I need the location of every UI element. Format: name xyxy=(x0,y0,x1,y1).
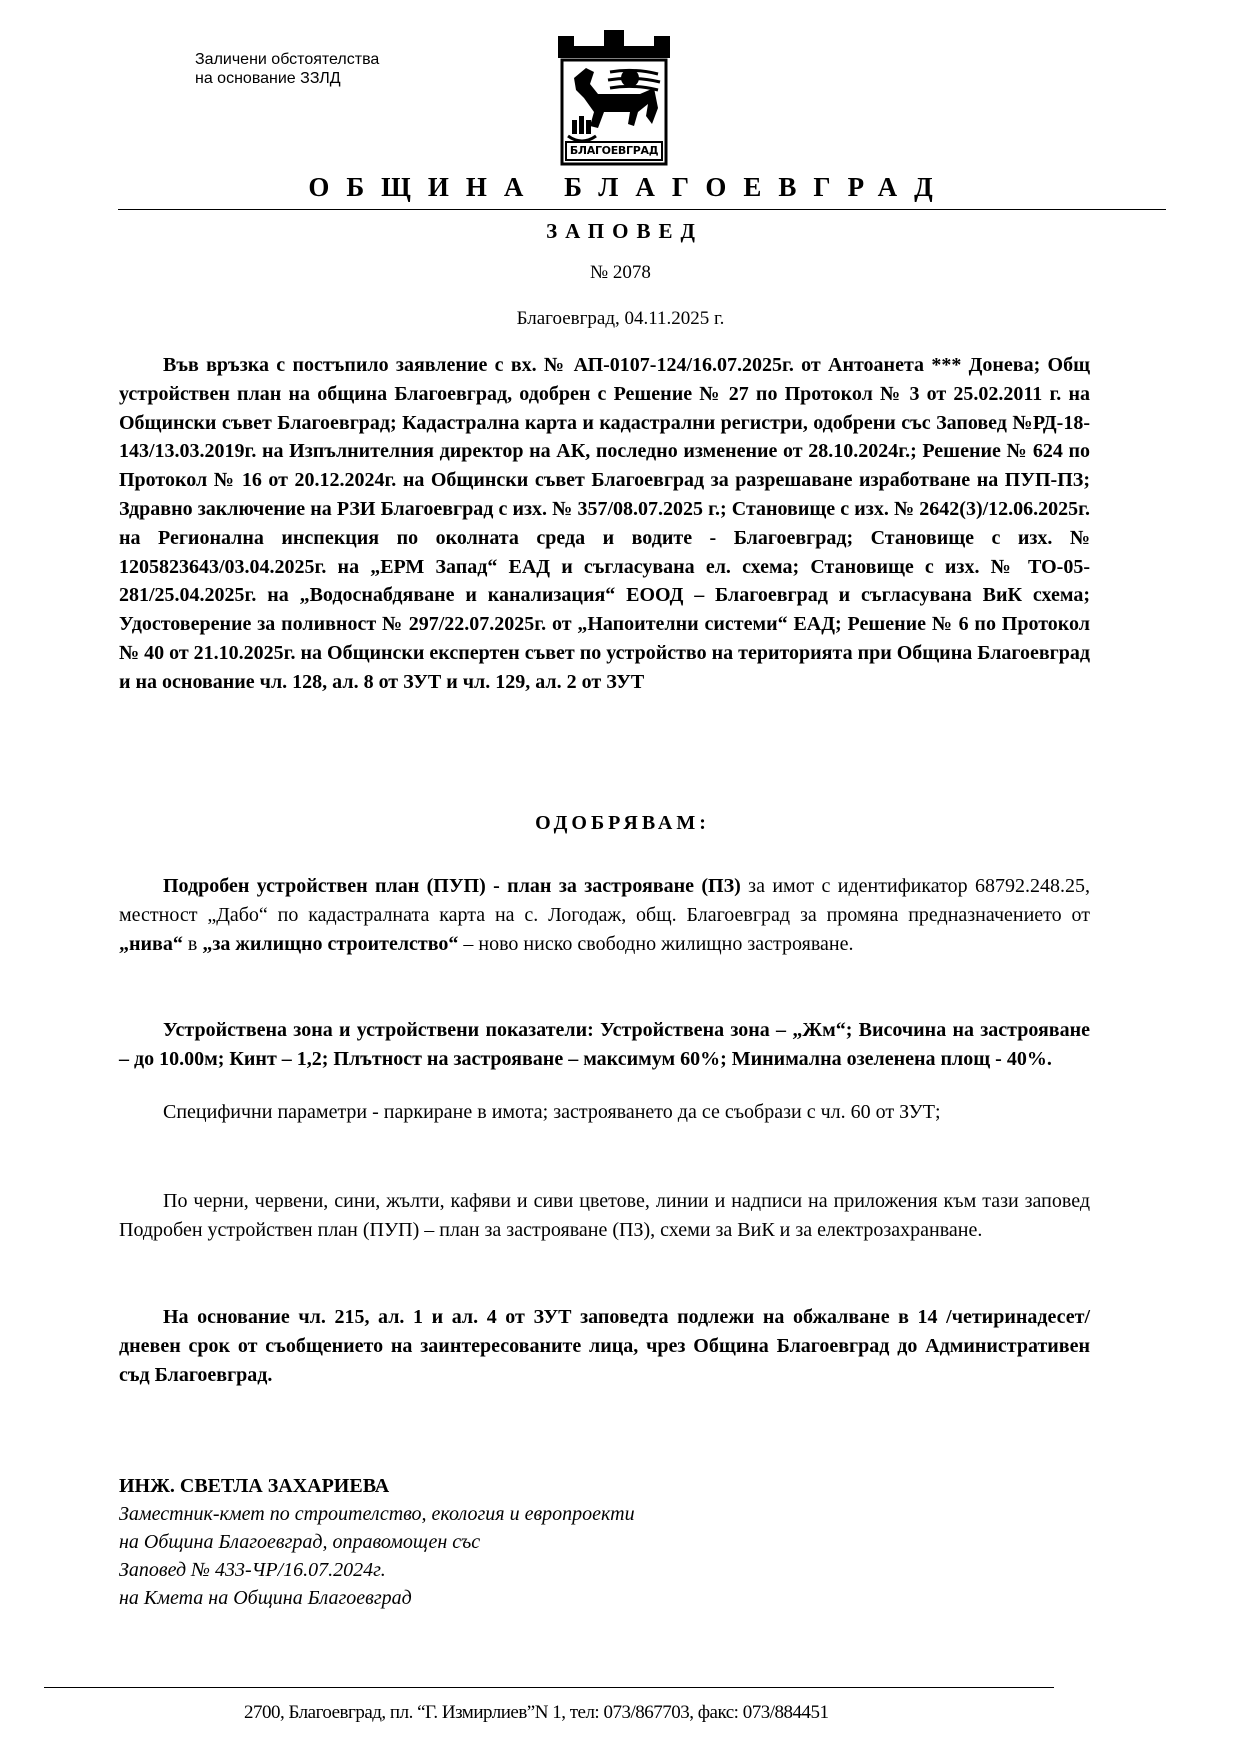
redaction-note xyxy=(195,50,379,88)
colors-text: По черни, червени, сини, жълти, кафяви и сиви цветове, линии и надписи на приложения към тази заповед Подробен устройствен план (ПУП) – план за застрояване (ПЗ), схеми за ВиК и за електрозахранване. xyxy=(119,1190,1090,1241)
signatory-role-line: Заповед № 433-ЧР/16.07.2024г. xyxy=(119,1559,386,1581)
zone-paragraph xyxy=(119,1016,1090,1074)
zone-text: Устройствена зона и устройствени показатели: Устройствена зона – „Жм“; Височина на застрояване – до 10.00м; Кинт – 1,2; Плътност на застрояване – максимум 60%; Минимална озеленена площ - 40%. xyxy=(119,1019,1090,1070)
colors-paragraph xyxy=(119,1187,1090,1245)
preamble-paragraph xyxy=(119,351,1090,697)
appeal-text: На основание чл. 215, ал. 1 и ал. 4 от ЗУТ заповедта подлежи на обжалване в 14 /четиринадесет/ дневен срок от съобщението на заинтересованите лица, чрез Община Благоевград до Административен съд Благоевград. xyxy=(119,1306,1090,1386)
footer-address: 2700, Благоевград, пл. “Г. Измирлиев”N 1, тел: 073/867703, факс: 073/884451 xyxy=(244,1702,829,1723)
document-type: ЗАПОВЕД xyxy=(546,219,703,243)
specific-text: Специфични параметри - паркиране в имота; застрояването да се съобрази с чл. 60 от ЗУТ; xyxy=(163,1101,941,1123)
signatory-role-line: на Кмета на Община Благоевград xyxy=(119,1587,412,1609)
place-date: Благоевград, 04.11.2025 г. xyxy=(516,308,725,329)
organization-name: ОБЩИНА БЛАГОЕВГРАД xyxy=(308,172,950,202)
redaction-note-line: на основание ЗЗЛД xyxy=(195,70,341,87)
preamble-text: Във връзка с постъпило заявление с вх. № АП-0107-124/16.07.2025г. от Антоанета *** Донева; Общ устройствен план на община Благоевград, одобрен с Решение № 27 по Протокол № 3 от 25.02.2011 г. на Общински съвет Благоевград; Кадастрална карта и кадастрални регистри, одобрени със Заповед №РД-18-143/13.03.2019г. на Изпълнителния директор на АК, последно изменение от 28.10.2024г.; Решение № 624 по Протокол № 16 от 20.12.2024г. на Общински съвет Благоевград за разрешаване изработване на ПУП-ПЗ; Здравно заключение на РЗИ Благоевград с изх. № 357/08.07.2025 г.; Становище с изх. № 2642(3)/12.06.2025г. на Регионална инспекция по околната среда и водите - Благоевград; Становище с изх. № 1205823643/03.04.2025г. на „ЕРМ Запад“ ЕАД и съгласувана ел. схема; Становище с изх. № ТО-05-281/25.04.2025г. на „Водоснабдяване и канализация“ ЕООД – Благоевград и съгласувана ВиК схема; Удостоверение за поливност № 297/22.07.2025г. от „Напоителни системи“ ЕАД; Решение № 6 по Протокол № 40 от 21.10.2025г. на Общински експертен съвет по устройство на територията при Община Благоевград и на основание чл. 128, ал. 8 от ЗУТ и чл. 129, ал. 2 от ЗУТ xyxy=(119,354,1090,693)
appeal-paragraph xyxy=(119,1303,1090,1389)
plan-lead: Подробен устройствен план (ПУП) - план за застрояване (ПЗ) xyxy=(163,875,741,897)
plan-text-1: за имот с идентификатор 68792.248.25, местност „Дабо“ по кадастралната карта на с. Логодаж, общ. Благоевград за промяна предназначението от xyxy=(119,875,1090,926)
footer-divider xyxy=(44,1687,1054,1688)
signatory-role-line: на Община Благоевград, оправомощен със xyxy=(119,1531,481,1553)
plan-from: „нива“ xyxy=(119,932,183,955)
plan-to: „за жилищно строителство“ xyxy=(202,932,459,955)
order-number: № 2078 xyxy=(590,262,651,283)
plan-text-3: – ново ниско свободно жилищно застрояване. xyxy=(458,932,854,955)
header-divider xyxy=(118,209,1166,210)
signatory-name: ИНЖ. СВЕТЛА ЗАХАРИЕВА xyxy=(119,1475,390,1497)
plan-text-2: в xyxy=(182,932,203,955)
signatory-role-line: Заместник-кмет по строителство, екология и европроекти xyxy=(119,1503,635,1525)
approve-heading: ОДОБРЯВАМ: xyxy=(535,812,710,834)
plan-text xyxy=(119,872,1090,958)
crest-label: БЛАГОЕВГРАД xyxy=(569,144,659,157)
plan-paragraph xyxy=(119,872,1090,958)
signature-block xyxy=(119,1472,635,1612)
municipal-crest-icon xyxy=(554,28,674,168)
redaction-note-line: Заличени обстоятелства xyxy=(195,51,380,68)
specific-paragraph xyxy=(119,1098,1090,1127)
